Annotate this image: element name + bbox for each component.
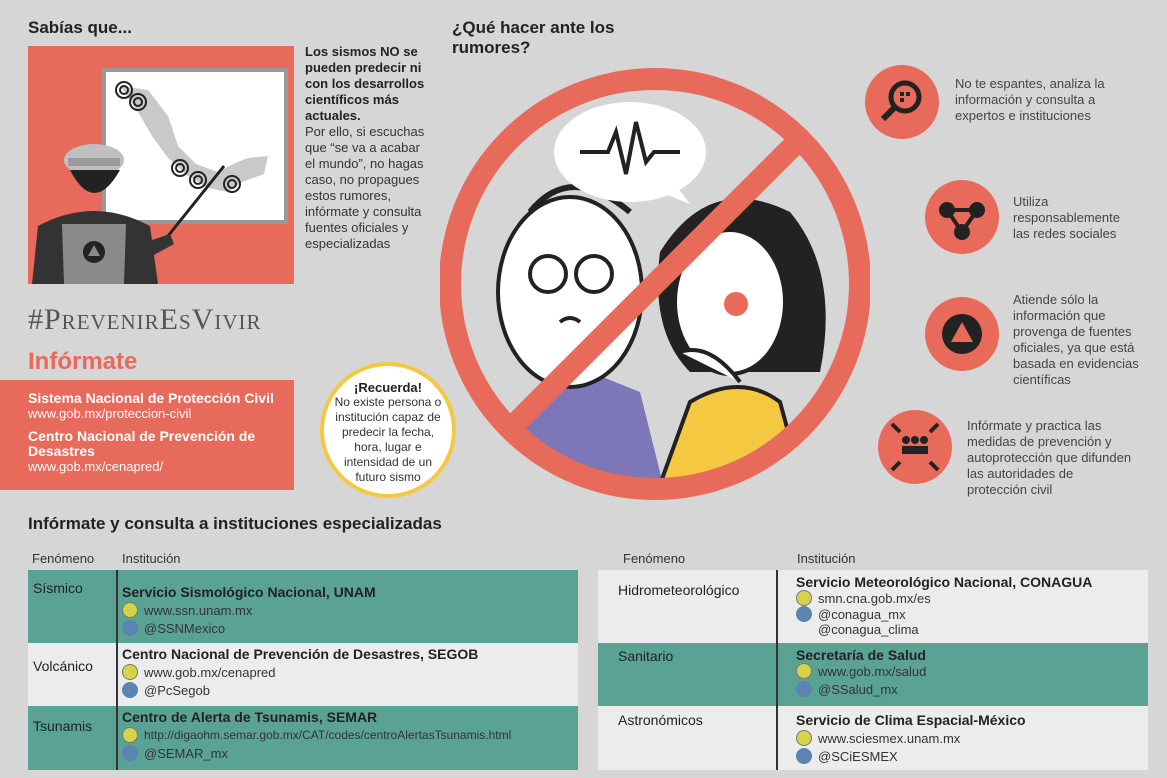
table-row	[598, 570, 1148, 643]
web-link[interactable]: www.gob.mx/cenapred	[144, 664, 276, 680]
sabias-bold-text: Los sismos NO se pueden predecir ni con los desarrollos científicos más actuales.	[305, 44, 425, 123]
org2-link[interactable]: www.gob.mx/cenapred/	[28, 459, 164, 474]
twitter-link-2[interactable]: @conagua_clima	[818, 622, 919, 637]
fenomeno-cell: Astronómicos	[618, 712, 703, 728]
fenomeno-cell: Hidrometeorológico	[618, 582, 740, 598]
left-table-header-fenomeno: Fenómeno	[32, 551, 95, 566]
institucion-name: Secretaría de Salud	[796, 647, 926, 663]
people-meeting-icon	[878, 410, 952, 484]
web-icon	[796, 730, 812, 746]
institucion-name: Servicio de Clima Espacial-México	[796, 712, 1026, 728]
web-icon	[796, 663, 812, 679]
recuerda-badge	[320, 362, 456, 498]
fenomeno-cell: Sanitario	[618, 648, 674, 664]
recuerda-title: ¡Recuerda!	[354, 380, 422, 395]
web-link[interactable]: www.gob.mx/salud	[818, 663, 927, 679]
institucion-name: Centro de Alerta de Tsunamis, SEMAR	[122, 709, 378, 725]
web-link[interactable]: www.ssn.unam.mx	[144, 602, 253, 618]
twitter-icon	[796, 748, 812, 764]
web-icon	[122, 602, 138, 618]
org2-name: Centro Nacional de Prevención de Desastres	[28, 428, 256, 459]
twitter-link[interactable]: @PcSegob	[144, 682, 210, 698]
hashtag: #PrevenirEsVivir	[28, 303, 262, 336]
org1-name: Sistema Nacional de Protección Civil	[28, 390, 274, 406]
twitter-link[interactable]: @SCiESMEX	[818, 748, 898, 764]
sabias-body-text: Por ello, si escuchas que “se va a acabar el mundo”, no hagas caso, no propagues estos rumores, infórmate y consulta fuentes oficiales y especializadas	[305, 124, 425, 251]
rumor-illustration	[440, 52, 870, 512]
recuerda-text: No existe persona o institución capaz de predecir la fecha, hora, lugar e intensidad de un futuro sismo	[334, 395, 442, 484]
seismologist-illustration	[28, 46, 294, 284]
twitter-icon	[122, 620, 138, 636]
twitter-link[interactable]: @SEMAR_mx	[144, 745, 228, 761]
twitter-link[interactable]: @conagua_mx	[818, 606, 906, 622]
org1-link[interactable]: www.gob.mx/proteccion-civil	[28, 406, 192, 421]
table-row	[598, 706, 1148, 770]
twitter-icon	[122, 745, 138, 761]
right-table-header-institucion: Institución	[797, 551, 856, 566]
left-table-header-institucion: Institución	[122, 551, 181, 566]
table-row	[28, 643, 578, 706]
web-icon	[122, 727, 138, 743]
twitter-icon	[796, 681, 812, 697]
tip-2-text: Utiliza responsablemente las redes sociales	[1013, 194, 1120, 241]
table-row	[28, 706, 578, 770]
map-board-icon	[28, 46, 294, 284]
web-icon	[796, 590, 812, 606]
sabias-title: Sabías que...	[28, 18, 132, 37]
right-table-header-fenomeno: Fenómeno	[623, 551, 686, 566]
twitter-link[interactable]: @SSalud_mx	[818, 681, 898, 697]
web-link[interactable]: www.sciesmex.unam.mx	[818, 730, 961, 746]
fenomeno-cell: Tsunamis	[33, 718, 93, 734]
fenomeno-cell: Sísmico	[33, 580, 83, 596]
table-row	[28, 570, 578, 643]
table-row	[598, 643, 1148, 706]
web-link[interactable]: http://digaohm.semar.gob.mx/CAT/codes/centroAlertasTsunamis.html	[144, 728, 512, 742]
tip-4-text: Infórmate y practica las medidas de prevención y autoprotección que difunden las autoridades de protección civil	[967, 418, 1132, 497]
tip-3-text: Atiende sólo la información que provenga de fuentes oficiales, ya que está basada en evidencias científicas	[1013, 292, 1139, 387]
informate-title: Infórmate	[28, 348, 138, 375]
web-icon	[122, 664, 138, 680]
magnifier-icon	[865, 65, 939, 139]
informate-box	[0, 380, 294, 490]
institucion-name: Servicio Meteorológico Nacional, CONAGUA	[796, 574, 1093, 590]
tip-1-text: No te espantes, analiza la información y consulta a expertos e instituciones	[955, 76, 1105, 123]
institucion-name: Centro Nacional de Prevención de Desastres, SEGOB	[122, 646, 479, 662]
twitter-icon	[796, 606, 812, 622]
fenomeno-cell: Volcánico	[33, 658, 93, 674]
share-network-icon	[925, 180, 999, 254]
table-title: Infórmate y consulta a instituciones especializadas	[28, 514, 442, 533]
rumores-title: ¿Qué hacer ante los rumores?	[452, 18, 615, 57]
sabias-text	[305, 44, 433, 252]
twitter-link[interactable]: @SSNMexico	[144, 620, 226, 636]
web-link[interactable]: smn.cna.gob.mx/es	[818, 590, 931, 606]
institucion-name: Servicio Sismológico Nacional, UNAM	[122, 584, 376, 600]
twitter-icon	[122, 682, 138, 698]
civil-protection-icon	[925, 297, 999, 371]
